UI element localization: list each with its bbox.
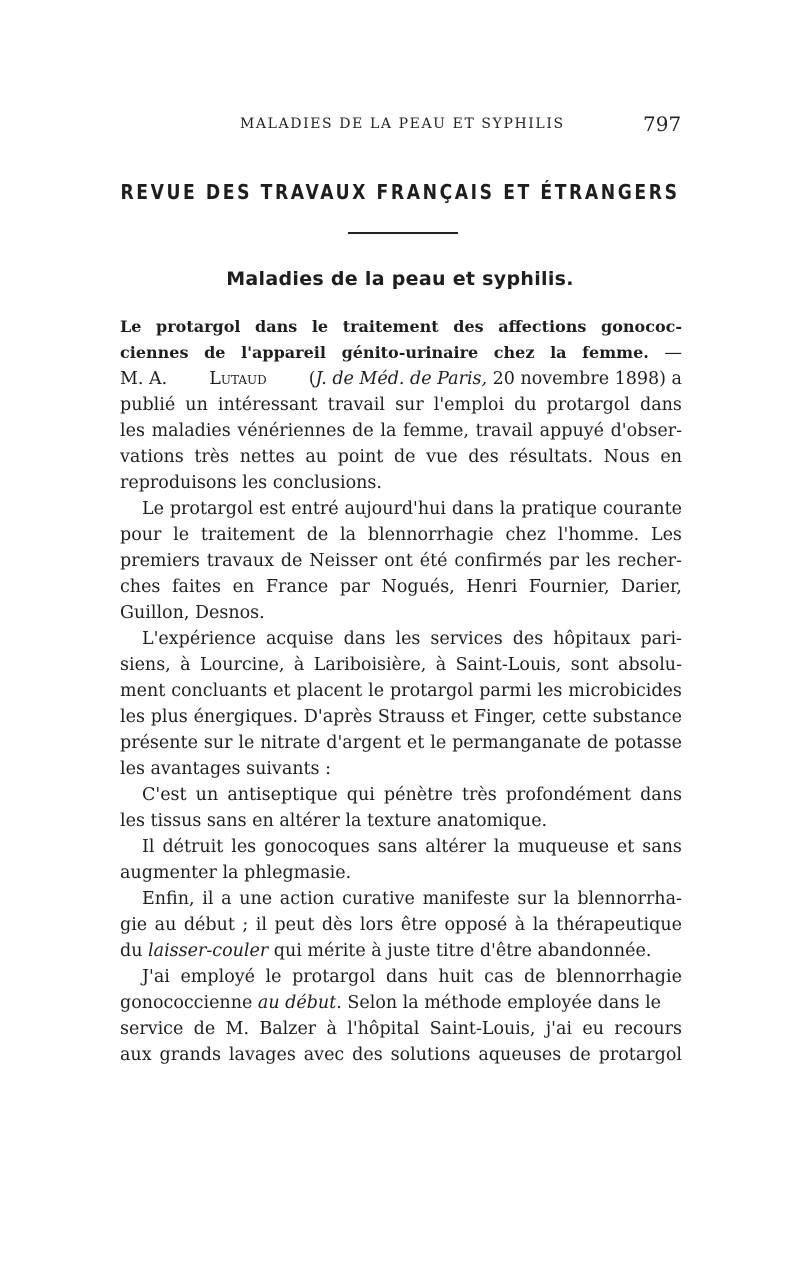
word: sur xyxy=(395,395,424,415)
text-line xyxy=(120,496,682,522)
text-fragment: Selon la méthode employée dans le xyxy=(341,993,662,1013)
word: les xyxy=(120,421,145,441)
word: France xyxy=(265,577,329,597)
word: absolu- xyxy=(618,655,682,675)
word: dans xyxy=(640,395,682,415)
word: chez xyxy=(505,525,547,545)
word: curative xyxy=(342,889,415,909)
word: Darier, xyxy=(621,577,682,597)
title-word: des xyxy=(453,317,484,336)
citation-line xyxy=(120,366,682,392)
word: de xyxy=(523,967,546,987)
word: un xyxy=(195,785,219,805)
text-line: les avantages suivants : xyxy=(120,759,331,779)
word: le xyxy=(173,525,190,545)
word: maladies xyxy=(151,421,231,441)
text-line xyxy=(120,626,682,652)
word: sont xyxy=(570,655,609,675)
word: Nogués, xyxy=(381,577,455,597)
word: de xyxy=(393,447,416,467)
word: peut xyxy=(274,915,315,935)
word: au xyxy=(154,915,177,935)
word: profondément xyxy=(505,785,632,805)
word: protargol xyxy=(546,395,630,415)
word: C'est xyxy=(142,785,187,805)
word: plus xyxy=(150,707,188,727)
text-fragment: du xyxy=(120,941,149,961)
word: D'après xyxy=(303,707,373,727)
word: présente xyxy=(120,733,198,753)
word: dans xyxy=(451,499,494,519)
title-word: dans xyxy=(255,317,298,336)
italic-term: laisser-couler xyxy=(148,941,269,961)
word: l'emploi xyxy=(433,395,505,415)
word: du xyxy=(514,395,537,415)
word: la xyxy=(553,889,570,909)
word: Balzer xyxy=(259,1019,317,1039)
word: Finger, xyxy=(473,707,537,727)
word: Henri xyxy=(466,577,518,597)
text-fragment: qui mérite à juste titre d'être abandonnée. xyxy=(268,941,652,961)
word: de xyxy=(352,421,374,441)
word: à xyxy=(293,655,305,675)
word: Lourcine, xyxy=(200,655,285,675)
word: dans xyxy=(640,785,682,805)
word: le xyxy=(430,733,447,753)
text-line xyxy=(120,782,682,808)
word: hôpitaux xyxy=(553,629,631,649)
word: protargol xyxy=(169,499,254,519)
citation-date: 20 novembre 1898) a xyxy=(487,369,682,389)
word: de xyxy=(280,551,303,571)
word: ; xyxy=(242,915,249,935)
word: très xyxy=(461,785,497,805)
article-body xyxy=(120,314,682,1068)
word: à xyxy=(180,655,191,675)
text-line: augmenter la phlegmasie. xyxy=(120,863,352,883)
word: Il xyxy=(142,837,155,857)
citation xyxy=(309,366,682,392)
word: ches xyxy=(120,577,161,597)
word: huit xyxy=(438,967,474,987)
italic-term: au début. xyxy=(257,993,342,1013)
word: Nous xyxy=(603,447,650,467)
text-line: les tissus sans en altérer la texture anatomique. xyxy=(120,811,548,831)
title-word: de xyxy=(204,343,226,362)
word: sur xyxy=(203,733,233,753)
word: de xyxy=(306,525,329,545)
title-word: traitement xyxy=(342,317,439,336)
word: nitrate xyxy=(260,733,321,753)
word: solutions xyxy=(390,1045,471,1065)
word: par xyxy=(548,551,579,571)
word: blennorrhagie xyxy=(367,525,494,545)
word: le xyxy=(238,733,255,753)
word: lors xyxy=(359,915,394,935)
word: travail xyxy=(475,421,533,441)
word: publié xyxy=(120,395,176,415)
word: la xyxy=(499,499,516,519)
word: Les xyxy=(650,525,682,545)
word: la xyxy=(493,837,510,857)
word: début xyxy=(183,915,235,935)
author-prefix: M. A. xyxy=(120,369,168,389)
word: femme, xyxy=(403,421,469,441)
word: Strauss xyxy=(377,707,445,727)
word: protargol xyxy=(390,681,474,701)
word: à xyxy=(435,655,447,675)
word: intéressant xyxy=(217,395,318,415)
word: la xyxy=(340,525,357,545)
word: et xyxy=(450,707,469,727)
word: entré xyxy=(291,499,339,519)
word: d'obser- xyxy=(610,421,682,441)
article-title-line-2 xyxy=(120,340,682,366)
word: Saint-Louis, xyxy=(429,1019,536,1039)
word: nettes xyxy=(239,447,295,467)
word: et xyxy=(406,733,425,753)
text-line xyxy=(120,392,682,418)
text-line xyxy=(120,964,682,990)
word: J'ai xyxy=(142,967,170,987)
word: vue xyxy=(426,447,458,467)
text-line xyxy=(120,1016,682,1042)
word: vations xyxy=(120,447,184,467)
word: sans xyxy=(642,837,682,857)
word: j'ai xyxy=(545,1019,573,1039)
word: il xyxy=(202,889,214,909)
word: aqueuses xyxy=(478,1045,562,1065)
word: premiers xyxy=(120,551,200,571)
text-line xyxy=(120,730,682,756)
word: des xyxy=(512,629,544,649)
text-line xyxy=(120,652,682,678)
text-line xyxy=(120,418,682,444)
text-line xyxy=(120,834,682,860)
text-line xyxy=(120,1042,682,1068)
word: les xyxy=(585,551,611,571)
word: grands xyxy=(159,1045,221,1065)
word: employé xyxy=(180,967,255,987)
title-word: Le xyxy=(120,317,142,336)
word: et xyxy=(616,837,635,857)
word: gonocoques xyxy=(264,837,370,857)
word: dès xyxy=(321,915,353,935)
text-line xyxy=(120,704,682,730)
citation-open: ( xyxy=(308,369,316,389)
word: les xyxy=(395,629,421,649)
word: à xyxy=(514,915,526,935)
word: thérapeutique xyxy=(556,915,682,935)
word: qui xyxy=(346,785,375,805)
text-line: reproduisons les conclusions. xyxy=(120,473,382,493)
section-heading: REVUE DES TRAVAUX FRANÇAIS ET ÉTRANGERS xyxy=(120,180,680,204)
word: Le xyxy=(142,499,164,519)
word: cette xyxy=(542,707,587,727)
word: blennorrha- xyxy=(577,889,682,909)
text-fragment: gonococcienne xyxy=(120,993,258,1013)
word: travaux xyxy=(206,551,274,571)
word: avec xyxy=(303,1045,345,1065)
word: au xyxy=(305,447,328,467)
word: potasse xyxy=(614,733,682,753)
word: recher- xyxy=(617,551,682,571)
word: acquise xyxy=(265,629,334,649)
author-name: Lutaud xyxy=(209,369,267,389)
word: aux xyxy=(120,1045,152,1065)
word: de xyxy=(586,733,609,753)
word: ont xyxy=(384,551,413,571)
word: action xyxy=(279,889,335,909)
word: services xyxy=(430,629,503,649)
running-head: MALADIES DE LA PEAU ET SYPHILIS xyxy=(240,116,565,132)
title-word: le xyxy=(311,317,329,336)
title-dash: — xyxy=(664,343,682,363)
title-word: chez xyxy=(493,343,535,362)
word: pénètre xyxy=(383,785,453,805)
word: microbicides xyxy=(568,681,682,701)
title-word: l'appareil xyxy=(241,343,326,362)
word: cas xyxy=(484,967,514,987)
word: manifeste xyxy=(422,889,510,909)
word: protargol xyxy=(598,1045,682,1065)
word: altérer xyxy=(425,837,486,857)
word: les xyxy=(231,837,257,857)
text-line xyxy=(120,548,682,574)
word: Lariboisière, xyxy=(313,655,427,675)
word: siens, xyxy=(120,655,171,675)
text-line xyxy=(120,574,682,600)
word: des xyxy=(352,1045,383,1065)
word: Fournier, xyxy=(528,577,610,597)
word: Neisser xyxy=(309,551,378,571)
word: confirmés xyxy=(454,551,542,571)
word: courante xyxy=(602,499,682,519)
word: énergiques. xyxy=(193,707,299,727)
text-line xyxy=(120,912,682,938)
word: placent xyxy=(296,681,363,701)
word: la xyxy=(380,421,397,441)
text-line xyxy=(120,678,682,704)
word: pratique xyxy=(521,499,598,519)
word: vénériennes xyxy=(237,421,346,441)
text-line xyxy=(120,886,682,912)
word: les xyxy=(120,707,145,727)
word: service xyxy=(120,1019,184,1039)
word: parmi xyxy=(479,681,532,701)
word: très xyxy=(194,447,230,467)
word: le xyxy=(265,967,282,987)
word: le xyxy=(368,681,385,701)
word: M. xyxy=(225,1019,250,1039)
article-title-line-1 xyxy=(120,314,682,340)
title-word: génito-urinaire xyxy=(341,343,479,362)
word: de xyxy=(193,1019,216,1039)
word: par xyxy=(339,577,370,597)
text-line xyxy=(120,938,682,964)
word: antiseptique xyxy=(227,785,338,805)
word: il xyxy=(255,915,267,935)
title-word: la xyxy=(550,343,567,362)
word: en xyxy=(660,447,682,467)
word: travail xyxy=(327,395,386,415)
word: lavages xyxy=(228,1045,296,1065)
word: la xyxy=(532,915,549,935)
word: eu xyxy=(582,1019,604,1039)
text-line xyxy=(120,990,682,1016)
word: en xyxy=(232,577,255,597)
word: recours xyxy=(614,1019,682,1039)
word: pour xyxy=(120,525,162,545)
title-word: affections xyxy=(498,317,587,336)
word: à xyxy=(326,1019,337,1039)
word: Saint-Louis, xyxy=(455,655,562,675)
title-word: femme. xyxy=(582,343,649,362)
word: sur xyxy=(517,889,546,909)
page-number: 797 xyxy=(643,112,682,136)
word: a xyxy=(221,889,232,909)
subsection-title: Maladies de la peau et syphilis. xyxy=(226,268,574,290)
title-word: ciennes xyxy=(120,343,189,362)
word: été xyxy=(419,551,448,571)
title-word: gonococ- xyxy=(601,317,682,336)
word: résultats. xyxy=(509,447,594,467)
word: l'homme. xyxy=(557,525,640,545)
word: muqueuse xyxy=(517,837,609,857)
word: les xyxy=(537,681,563,701)
word: concluants xyxy=(171,681,268,701)
word: être xyxy=(400,915,437,935)
word: l'hôpital xyxy=(347,1019,420,1039)
word: une xyxy=(239,889,273,909)
word: appuyé xyxy=(539,421,604,441)
word: aujourd'hui xyxy=(344,499,446,519)
word: substance xyxy=(592,707,682,727)
text-line xyxy=(120,444,682,470)
word: point xyxy=(337,447,384,467)
word: d'argent xyxy=(326,733,401,753)
word: pari- xyxy=(640,629,682,649)
word: des xyxy=(468,447,499,467)
word: Enfin, xyxy=(142,889,195,909)
word: faites xyxy=(172,577,221,597)
word: traitement xyxy=(200,525,295,545)
text-line: Guillon, Desnos. xyxy=(120,603,265,623)
word: opposé xyxy=(444,915,508,935)
word: dans xyxy=(343,629,386,649)
journal-name: J. de Méd. de Paris, xyxy=(315,369,488,389)
word: détruit xyxy=(162,837,224,857)
word: est xyxy=(259,499,286,519)
word: permanganate xyxy=(452,733,582,753)
word: dans xyxy=(385,967,428,987)
word: un xyxy=(185,395,208,415)
heading-rule xyxy=(348,232,458,234)
word: protargol xyxy=(292,967,376,987)
text-line xyxy=(120,522,682,548)
word: sans xyxy=(377,837,418,857)
word: de xyxy=(569,1045,591,1065)
word: gie xyxy=(120,915,148,935)
word: ment xyxy=(120,681,166,701)
title-word: protargol xyxy=(156,317,241,336)
word: L'expérience xyxy=(142,629,256,649)
word: blennorrhagie xyxy=(556,967,682,987)
word: et xyxy=(273,681,291,701)
